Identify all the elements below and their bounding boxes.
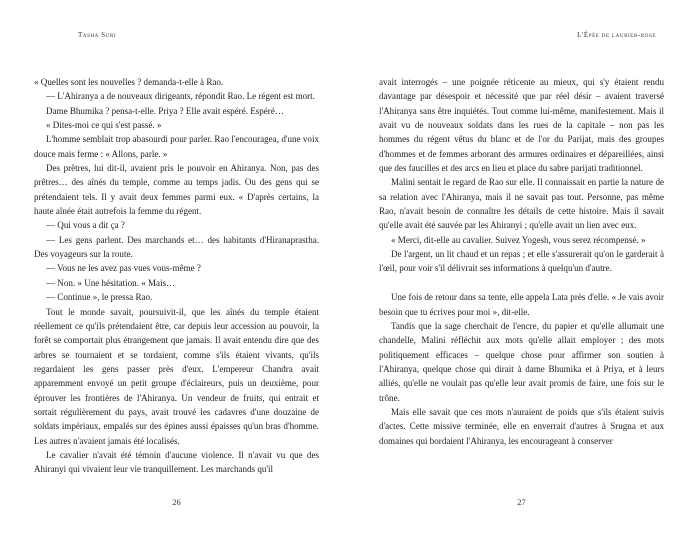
paragraph: « Quelles sont les nouvelles ? demanda-t-elle à Rao. — [34, 77, 224, 87]
paragraph: Des prêtres, lui dit-il, avaient pris le pouvoir en Ahiranya. Non, pas des prêtres… des aînés du temple, comme au temps jadis. Ou des gens qui se prétendaient tels. Il y avait deux femmes parmi eux. « D'après certains, la haute aînée était autrefois la femme du régent. — [34, 163, 319, 217]
right-page — [379, 0, 664, 537]
paragraph: Mais elle savait que ces mots n'auraient de poids que s'ils étaient suivis d'actes. Cette missive terminée, elle en enverrait d'autres à Srugna et aux domaines qui bordaient l'Ahiranya, les encourageant à conserver — [379, 406, 664, 446]
paragraph: — Continue », le pressa Rao. — [46, 292, 153, 303]
paragraph: Le cavalier n'avait été témoin d'aucune violence. Il n'avait vu que des Ahiranyi qui vivaient leur vie tranquillement. Les marchands qu'il — [34, 449, 319, 475]
paragraph: « Dites-moi ce qui s'est passé. » — [46, 120, 162, 131]
page-number: 27 — [517, 497, 526, 507]
paragraph: Une fois de retour dans sa tente, elle appela Lata près d'elle. « Je vais avoir besoin que tu écrives pour moi », dit-elle. — [379, 292, 664, 317]
running-header-title: L'Épée de laurier-rose — [577, 31, 656, 39]
paragraph: — Vous ne les avez pas vues vous-même ? — [46, 263, 201, 274]
paragraph: — Non. » Une hésitation. « Mais… — [46, 277, 176, 288]
paragraph: Dame Bhumika ? pensa-t-elle. Priya ? Elle avait espéré. Espéré… — [46, 105, 284, 116]
paragraph: Tout le monde savait, poursuivit-il, que les aînés du temple étaient réellement ce qu'ils prétendaient être, car depuis leur accession au pouvoir, la forêt se comportait plus étrangement que jamais. Il avait entendu dire que des arbres se tournaient et se tordaient, comme s'ils étaient vivants, qu'ils regardaient les gens passer près d'eux. L'empereur Chandra avait apparemment envoyé un petit groupe d'éclaireurs, puis un deuxième, pour éprouver les frontières de l'Ahiranya. Un vendeur de fruits, qui entrait et sortait régulièrement du pays, avait trouvé les cadavres d'une douzaine de soldats impériaux, empalés sur des épines aussi épaisses qu'un bras d'homme. Les autres n'avaient jamais été localisés. — [34, 306, 319, 446]
left-page-body — [34, 75, 319, 477]
paragraph: — Qui vous a dit ça ? — [46, 220, 125, 231]
paragraph: Malini sentait le regard de Rao sur elle. Il connaissait en partie la nature de sa relation avec l'Ahiranya, mais il ne savait pas tout. Personne, pas même Rao, n'avait besoin de connaître les détails de cette histoire. Mais il savait qu'elle avait été sauvée par les Ahiranyi ; qu'elle avait un lien avec eux. — [379, 177, 664, 231]
paragraph: — L'Ahiranya a de nouveaux dirigeants, répondit Rao. Le régent est mort. — [46, 91, 315, 102]
paragraph: — Les gens parlent. Des marchands et… des habitants d'Hiranaprastha. Des voyageurs sur la route. — [34, 234, 319, 260]
paragraph: De l'argent, un lit chaud et un repas ; et elle s'assurerait qu'on le garderait à l'œil, pour voir s'il délivrait ses informations à quelqu'un d'autre. — [379, 249, 664, 274]
running-header-author: Tasha Suri — [78, 31, 117, 39]
page-number: 26 — [172, 497, 181, 507]
right-page-body — [379, 75, 664, 448]
paragraph: L'homme semblait trop abasourdi pour parler. Rao l'encouragea, d'une voix douce mais ferme : « Allons, parle. » — [34, 134, 319, 159]
paragraph: Tandis que la sage cherchait de l'encre, du papier et qu'elle allumait une chandelle, Malini réfléchit aux mots qu'elle allait employer ; des mots politiquement efficaces – quelque chose pour affirmer son soutien à l'Ahiranya, quelque chose qui dirait à dame Bhumika et à Priya, et à leurs alliés, qu'elle ne voulait pas qu'elle leur avait promis de faire, une fois sur le trône. — [379, 320, 664, 403]
paragraph: « Merci, dit-elle au cavalier. Suivez Yogesh, vous serez récompensé. » — [391, 234, 646, 245]
left-page — [34, 0, 319, 537]
paragraph: avait interrogés – une poignée réticente au mieux, qui s'y étaient rendu davantage par désespoir et nécessité que par réel désir – avaient traversé l'Ahiranya sans être inquiétés. Tout comme lui-même, manifestement. Mais il avait vu de nouveaux soldats dans les rues de la capitale – non pas les hommes du régent vêtus du blanc et de l'or du Parijat, mais des groupes d'hommes et de femmes arborant des armures ordinaires et dépareillées, ainsi que des faucilles et des arcs en lieu et place du sabre parijati traditionnel. — [379, 77, 664, 174]
